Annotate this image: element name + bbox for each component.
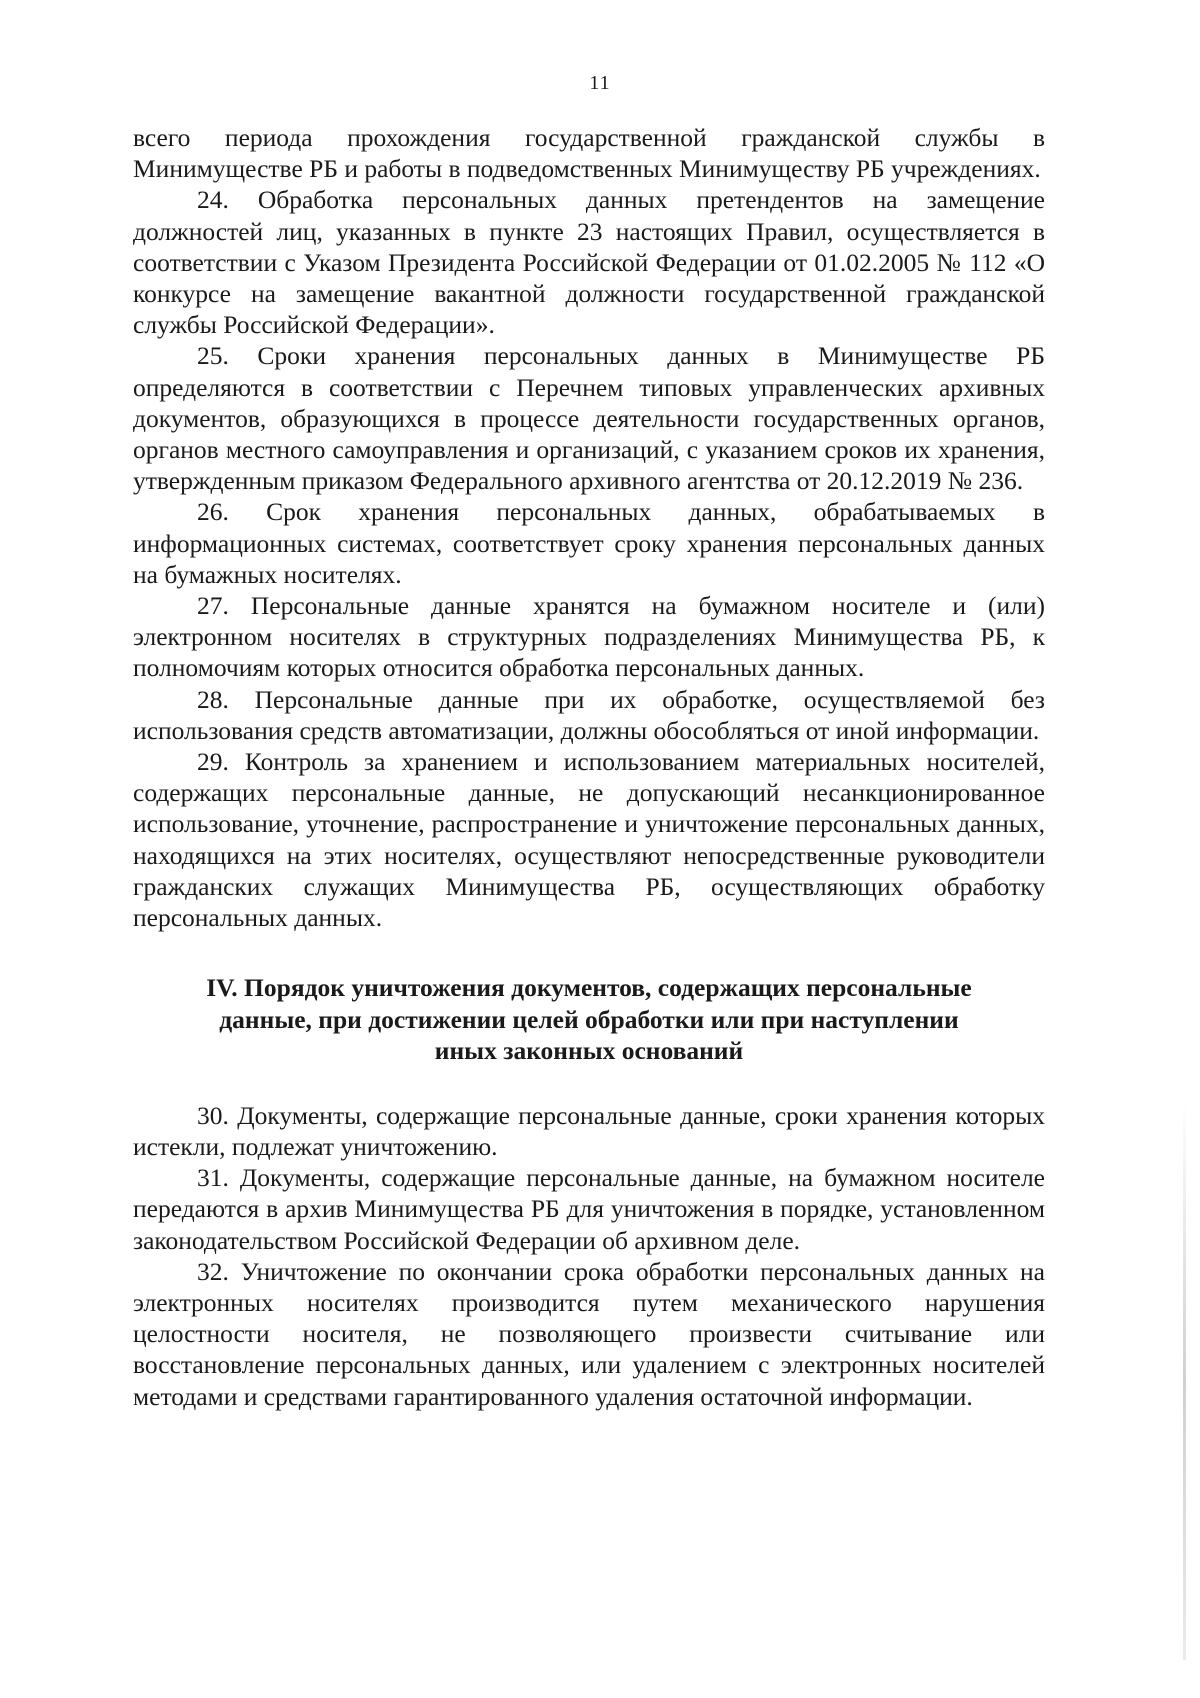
section-heading-line: данные, при достижении целей обработки или при наступлении bbox=[219, 1004, 959, 1034]
paragraph-28: 28. Персональные данные при их обработке, осуществляемой без использования средств автоматизации, должны обособляться от иной информации. bbox=[133, 684, 1045, 745]
section-heading-iv bbox=[133, 972, 1045, 1067]
paragraph-25: 25. Сроки хранения персональных данных в Минимуществе РБ определяются в соответствии с Перечнем типовых управленческих архивных документов, образующихся в процессе деятельности государственных органов, органов местного самоуправления и организаций, с указанием сроков их хранения, утвержденным приказом Федерального архивного агентства от 20.12.2019 № 236. bbox=[133, 341, 1045, 496]
page-number: 11 bbox=[589, 72, 611, 94]
paragraph-32: 32. Уничтожение по окончании срока обработки персональных данных на электронных носителях производится путем механического нарушения целостности носителя, не позволяющего произвести считывание или восстановление персональных данных, или удалением с электронных носителей методами и средствами гарантированного удаления остаточной информации. bbox=[133, 1256, 1045, 1411]
paragraph-26: 26. Срок хранения персональных данных, обрабатываемых в информационных системах, соответствует сроку хранения персональных данных на бумажных носителях. bbox=[133, 497, 1045, 589]
document-body bbox=[133, 122, 1045, 1412]
paragraph-29: 29. Контроль за хранением и использованием материальных носителей, содержащих персональные данные, не допускающий несанкционированное использование, уточнение, распространение и уничтожение персональных данных, находящихся на этих носителях, осуществляют непосредственные руководители гражданских служащих Минимущества РБ, осуществляющих обработку персональных данных. bbox=[133, 747, 1045, 933]
paragraph-27: 27. Персональные данные хранятся на бумажном носителе и (или) электронном носителях в структурных подразделениях Минимущества РБ, к полномочиям которых относится обработка персональных данных. bbox=[133, 591, 1045, 683]
paragraph-23-continuation: всего периода прохождения государственной гражданской службы в Минимуществе РБ и работы в подведомственных Минимуществу РБ учреждениях. bbox=[133, 123, 1045, 184]
paragraph-31: 31. Документы, содержащие персональные данные, на бумажном носителе передаются в архив Минимущества РБ для уничтожения в порядке, установленном законодательством Российской Федерации об архивном деле. bbox=[133, 1163, 1045, 1255]
section-heading-line: IV. Порядок уничтожения документов, содержащих персональные bbox=[206, 973, 972, 1003]
paragraph-30: 30. Документы, содержащие персональные данные, сроки хранения которых истекли, подлежат уничтожению. bbox=[133, 1100, 1045, 1161]
paragraph-24: 24. Обработка персональных данных претендентов на замещение должностей лиц, указанных в пункте 23 настоящих Правил, осуществляется в соответствии с Указом Президента Российской Федерации от 01.02.2005 № 112 «О конкурсе на замещение вакантной должности государственной гражданской службы Российской Федерации». bbox=[133, 185, 1045, 340]
scan-edge-artifact bbox=[1183, 1100, 1186, 1660]
section-heading-line: иных законных оснований bbox=[434, 1036, 744, 1066]
